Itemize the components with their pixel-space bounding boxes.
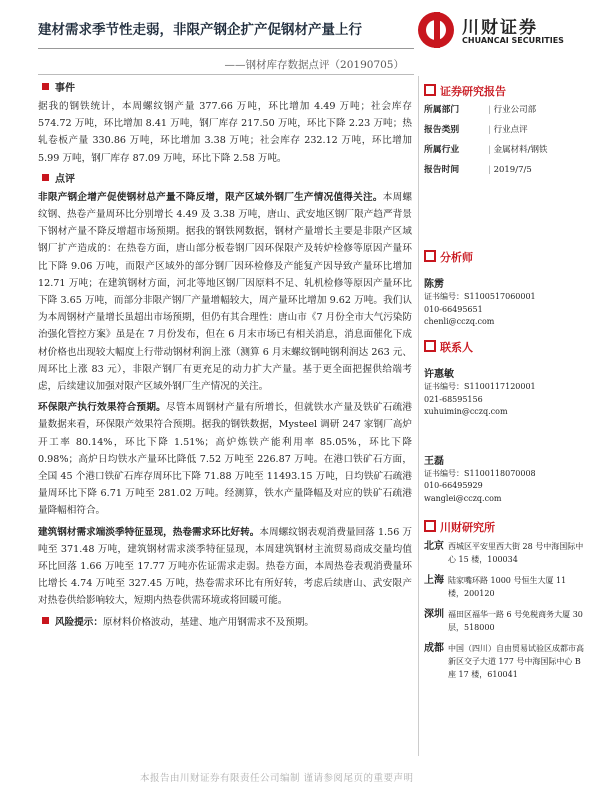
- report-info-heading: 证券研究报告: [424, 84, 584, 100]
- comment-paragraph-2: 环保限产执行效果符合预期。尽管本周钢材产量有所增长，但就铁水产量及铁矿石疏港量数据来看，环保限产效果符合预期。据我的钢铁数据，Mysteel 调研 247 家钢厂高炉开工率 80.14%，环比下降 1.51%；高炉炼铁产能利用率 85.05%，环比下降 0.98%；高炉日均铁水产量环比降低 7.52 万吨至 226.87 万吨。在港口铁矿石方面，全国 45 个港口铁矿石库存周环比下降 71.88 万吨至 11493.15 万吨，日均铁矿石疏港量周环比下降 6.71 万吨至 281.02 万吨。经测算，铁水产量降幅及对应的铁矿石疏港量降幅相符合。: [38, 402, 413, 517]
- comment-paragraph-1: 非限产钢企增产促使钢材总产量不降反增，限产区域外钢厂生产情况值得关注。本周螺纹钢、热卷产量周环比分别增长 4.49 及 3.38 万吨，唐山、武安地区钢厂限产趋严背景下钢材产量不降反增超市场预期。据我的钢铁网数据，钢材产量增长主要是非限产区域钢厂扩产造成的：在热卷方面，唐山部分板卷钢厂因环保限产及转炉检修等原因产量环比下降 9.06 万吨，而限产区域外的部分钢厂因环检修及产能复产因导致产量环比增加 12.71 万吨；在建筑钢材方面，河北等地区钢厂因原料不足、轧机检修等原因产量环比下降 3.65 万吨，而部分非限产钢厂产量增幅较大，周产量环比增加 9.62 万吨。我们认为本周钢材产量增长虽超出市场预期，但仍有其合理性：唐山市《7 月份全市大气污染防治强化管控方案》虽是在 7 月份发布，但在 6 月末市场已有相关消息，消息面催化下成材价格也出现较大幅度上行带动钢材利润上涨（测算 6 月末螺纹钢吨钢利润达 263 元、周环比上涨 83 元），非限产钢厂有更充足的动力扩大产量。基于更全面把握供给端考虑，后续建议加强对限产区域外钢厂生产情况的关注。: [38, 191, 413, 393]
- comment-heading: 点评: [38, 171, 412, 189]
- address-item: 成都 中国（四川）自由贸易试验区成都市高新区交子大道 177 号中海国际中心 B 座 17 楼，610041: [424, 643, 584, 679]
- contact-phone: 021-68595156: [424, 394, 483, 404]
- contact-email[interactable]: wanglei@cczq.com: [424, 493, 502, 503]
- square-outline-icon: [424, 250, 436, 262]
- analyst-email[interactable]: chenli@cczq.com: [424, 317, 495, 326]
- info-row: 报告类别 | 行业点评: [424, 120, 584, 140]
- logo-name: 川财证券: [462, 18, 538, 38]
- page-footer: 本报告由川财证券有限责任公司编制 谨请参阅尾页的重要声明: [140, 773, 414, 784]
- contact-name: 许惠敏: [424, 369, 454, 380]
- report-subtitle: ——钢材库存数据点评（20190705）: [224, 59, 404, 71]
- info-row: 报告时间 | 2019/7/5: [424, 160, 584, 180]
- institute-heading: 川财研究所: [424, 520, 584, 536]
- address-item: 深圳 福田区福华一路 6 号免税商务大厦 30 层，518000: [424, 609, 583, 632]
- analyst-heading: 分析师: [424, 250, 584, 266]
- square-bullet-icon: [42, 174, 49, 181]
- contact-heading: 联系人: [424, 340, 584, 356]
- company-logo: [418, 10, 578, 50]
- address-item: 上海 陆家嘴环路 1000 号恒生大厦 11 楼，200120: [424, 575, 567, 598]
- analyst-cert: 证书编号：S1100517060001: [424, 292, 536, 301]
- risk-warning: 风险提示：原材料价格波动，基建、地产用钢需求不及预期。: [38, 614, 412, 631]
- analyst-panel: [424, 250, 584, 329]
- contact-name: 王磊: [424, 455, 444, 467]
- comment-paragraph-3: 建筑钢材需求端淡季特征显现，热卷需求环比好转。本周螺纹钢表观消费量回落 1.56 万吨至 371.48 万吨，建筑钢材需求淡季特征显现，本周建筑钢材主流贸易商成交量均值环比回落 1.66 万吨至 17.77 万吨亦佐证需求走弱。热卷方面，本周热卷表观消费量环比增长 4.74 万吨至 327.45 万吨，热卷需求环比有所好转，考虑后续唐山、武安限产对热卷供给影响较大，短期内热卷供需环境或将回暖可能。: [38, 526, 412, 607]
- event-paragraph: 据我的钢铁统计，本周螺纹钢产量 377.66 万吨，环比增加 4.49 万吨；社会库存 574.72 万吨，环比增加 8.41 万吨，钢厂库存 217.50 万吨，环比下降 2.23 万吨；热轧卷板产量 330.86 万吨，环比增加 3.38 万吨；社会库存 232.12 万吨，环比增加 5.99 万吨，钢厂库存 87.09 万吨，环比下降 2.58 万吨。: [38, 101, 412, 164]
- info-row: 所属行业 | 金属材料/钢铁: [424, 140, 584, 160]
- contact-cert: 证书编号：S1100118070008: [424, 468, 536, 478]
- contact-phone: 010-66495929: [424, 481, 483, 490]
- column-divider: [418, 76, 419, 756]
- analyst-name: 陈雳: [424, 279, 444, 290]
- logo-icon: [418, 12, 454, 48]
- logo-english: CHUANCAI SECURITIES: [462, 36, 564, 45]
- square-outline-icon: [424, 520, 436, 532]
- square-outline-icon: [424, 340, 436, 352]
- analyst-phone: 010-66495651: [424, 304, 483, 314]
- event-heading: 事件: [38, 80, 412, 98]
- square-outline-icon: [424, 84, 436, 96]
- title-divider: [38, 48, 414, 49]
- institute-panel: [424, 520, 584, 681]
- report-info-panel: [424, 84, 584, 180]
- subtitle-divider: [38, 74, 414, 75]
- main-column: [38, 80, 412, 635]
- info-row: 所属部门 | 行业公司部: [424, 100, 584, 120]
- contact-panel: [424, 340, 584, 505]
- square-bullet-icon: [42, 83, 49, 90]
- report-title: 建材需求季节性走弱，非限产钢企扩产促钢材产量上行: [38, 22, 362, 38]
- contact-email[interactable]: xuhuimin@cczq.com: [424, 407, 508, 416]
- address-item: 北京 西城区平安里西大街 28 号中海国际中心 15 楼，100034: [424, 541, 584, 564]
- contact-cert: 证书编号：S1100117120001: [424, 382, 536, 391]
